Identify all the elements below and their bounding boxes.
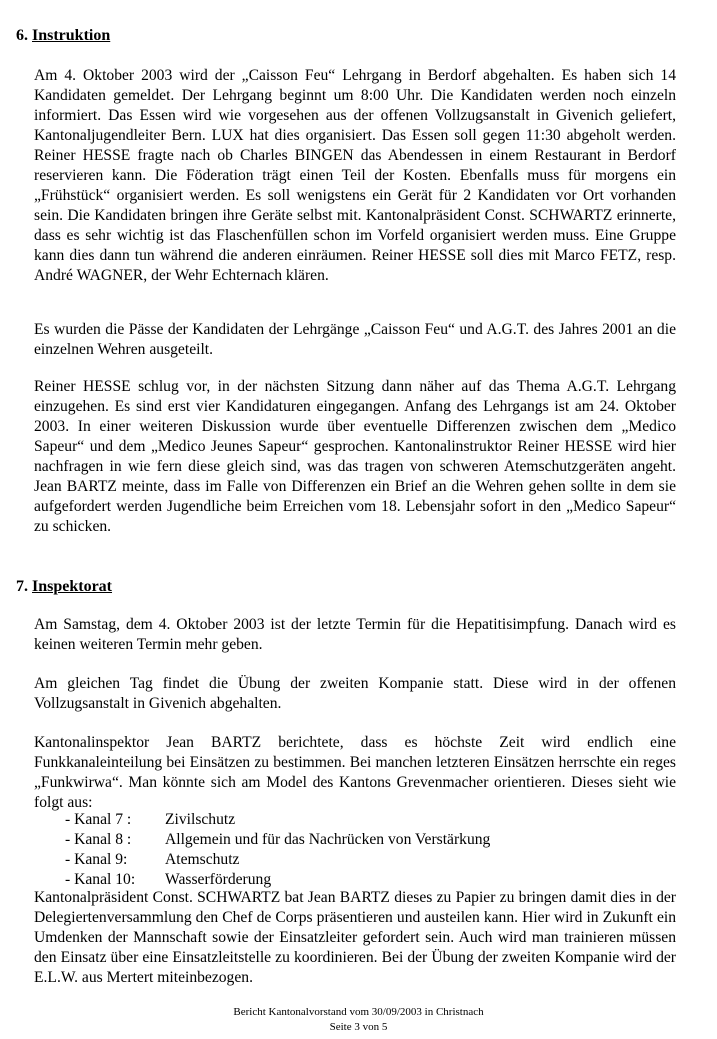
section-title: Instruktion	[32, 27, 111, 44]
channel-description: Allgemein und für das Nachrücken von Verstärkung	[165, 831, 491, 848]
paragraph-paesse: Es wurden die Pässe der Kandidaten der Lehrgänge „Caisson Feu“ und A.G.T. des Jahres 2001 an die einzelnen Wehren ausgeteilt.	[34, 321, 676, 358]
channel-item	[34, 870, 676, 890]
section-heading-instruktion	[16, 27, 110, 45]
paragraph-agt-lehrgang: Reiner HESSE schlug vor, in der nächsten Sitzung dann näher auf das Thema A.G.T. Lehrgang einzugehen. Es sind erst vier Kandidaturen eingegangen. Anfang des Lehrgangs ist am 24. Oktober 2003. In einer weiteren Diskussion wurde über eventuelle Differenzen zwischen dem „Medico Sapeur“ und dem „Medico Jeunes Sapeur“ gesprochen. Kantonalinstruktor Reiner HESSE wird hier nachfragen in wie fern diese gleich sind, was das tragen von schweren Atemschutzgeräten angeht. Jean BARTZ meinte, dass im Falle von Differenzen ein Brief an die Wehren gehen sollte in dem sie aufgefordert werden Jugendliche beim Erreichen vom 18. Lebensjahr sofort in den „Medico Sapeur“ zu schicken.	[34, 378, 676, 535]
footer-page-number	[0, 1021, 717, 1034]
channel-label: - Kanal 9:	[65, 851, 128, 868]
section-number: 6.	[16, 27, 28, 44]
channel-item	[34, 830, 676, 850]
section-title: Inspektorat	[32, 578, 113, 595]
channel-list	[34, 810, 676, 890]
channel-label: - Kanal 8 :	[65, 831, 132, 848]
channel-item	[34, 810, 676, 830]
page-prefix: Seite	[329, 1021, 352, 1033]
paragraph-funkkanal: Kantonalinspektor Jean BARTZ berichtete, dass es höchste Zeit wird endlich eine Funkkanaleinteilung bei Einsätzen zu bestimmen. Bei manchen letzteren Einsätzen herrschte ein reges „Funkwirwa“. Man könnte sich am Model des Kantons Grevenmacher orientieren. Dieses sieht wie folgt aus:	[34, 734, 676, 811]
channel-description: Wasserförderung	[165, 871, 272, 888]
page-current: 3	[354, 1021, 360, 1033]
page-total: 5	[381, 1021, 388, 1033]
paragraph-closing: Kantonalpräsident Const. SCHWARTZ bat Jean BARTZ dieses zu Papier zu bringen damit dies in der Delegiertenversammlung den Chef de Corps präsentieren und austeilen kann. Hier wird in Zukunft ein Umdenken der Mannschaft sowie der Einsatzleiter gefordert sein. Auch wird man trainieren müssen den Einsatz über eine Einsatzleitstelle zu koordinieren. Bei der Übung der zweiten Kompanie wird der E.L.W. aus Mertert miteinbezogen.	[34, 889, 676, 986]
paragraph-caisson-feu: Am 4. Oktober 2003 wird der „Caisson Feu“ Lehrgang in Berdorf abgehalten. Es haben sich 14 Kandidaten gemeldet. Der Lehrgang beginnt um 8:00 Uhr. Die Kandidaten werden noch einzeln informiert. Das Essen wird wie vorgesehen aus der offenen Vollzugsanstalt in Givenich geliefert, Kantonaljugendleiter Bern. LUX hat dies organisiert. Das Essen soll gegen 11:30 abgeholt werden. Reiner HESSE fragte nach ob Charles BINGEN das Abendessen in einem Restaurant in Berdorf reservieren kann. Die Föderation trägt einen Teil der Kosten. Ebenfalls muss für morgens ein „Frühstück“ organisiert werden. Es soll wenigstens ein Gerät für 2 Kandidaten vor Ort vorhanden sein. Die Kandidaten bringen ihre Geräte selbst mit. Kantonalpräsident Const. SCHWARTZ erinnerte, dass es sehr wichtig ist das Flaschenfüllen schon im Vorfeld organisiert werden muss. Eine Gruppe kann dies dann tun während die anderen einräumen. Reiner HESSE soll dies mit Marco FETZ, resp. André WAGNER, der Wehr Echternach klären.	[34, 67, 676, 284]
channel-label: - Kanal 10:	[65, 871, 136, 888]
paragraph-hepatitis: Am Samstag, dem 4. Oktober 2003 ist der letzte Termin für die Hepatitisimpfung. Danach wird es keinen weiteren Termin mehr geben.	[34, 616, 676, 653]
paragraph-uebung: Am gleichen Tag findet die Übung der zweiten Kompanie statt. Diese wird in der offenen Vollzugsanstalt in Givenich abgehalten.	[34, 675, 676, 712]
section-number: 7.	[16, 578, 28, 595]
channel-description: Atemschutz	[165, 851, 240, 868]
channel-label: - Kanal 7 :	[65, 811, 132, 828]
footer-report-line: Bericht Kantonalvorstand vom 30/09/2003 in Christnach	[233, 1006, 484, 1018]
channel-item	[34, 850, 676, 870]
section-heading-inspektorat	[16, 578, 112, 596]
channel-description: Zivilschutz	[165, 811, 236, 828]
page-of: von	[362, 1021, 380, 1033]
